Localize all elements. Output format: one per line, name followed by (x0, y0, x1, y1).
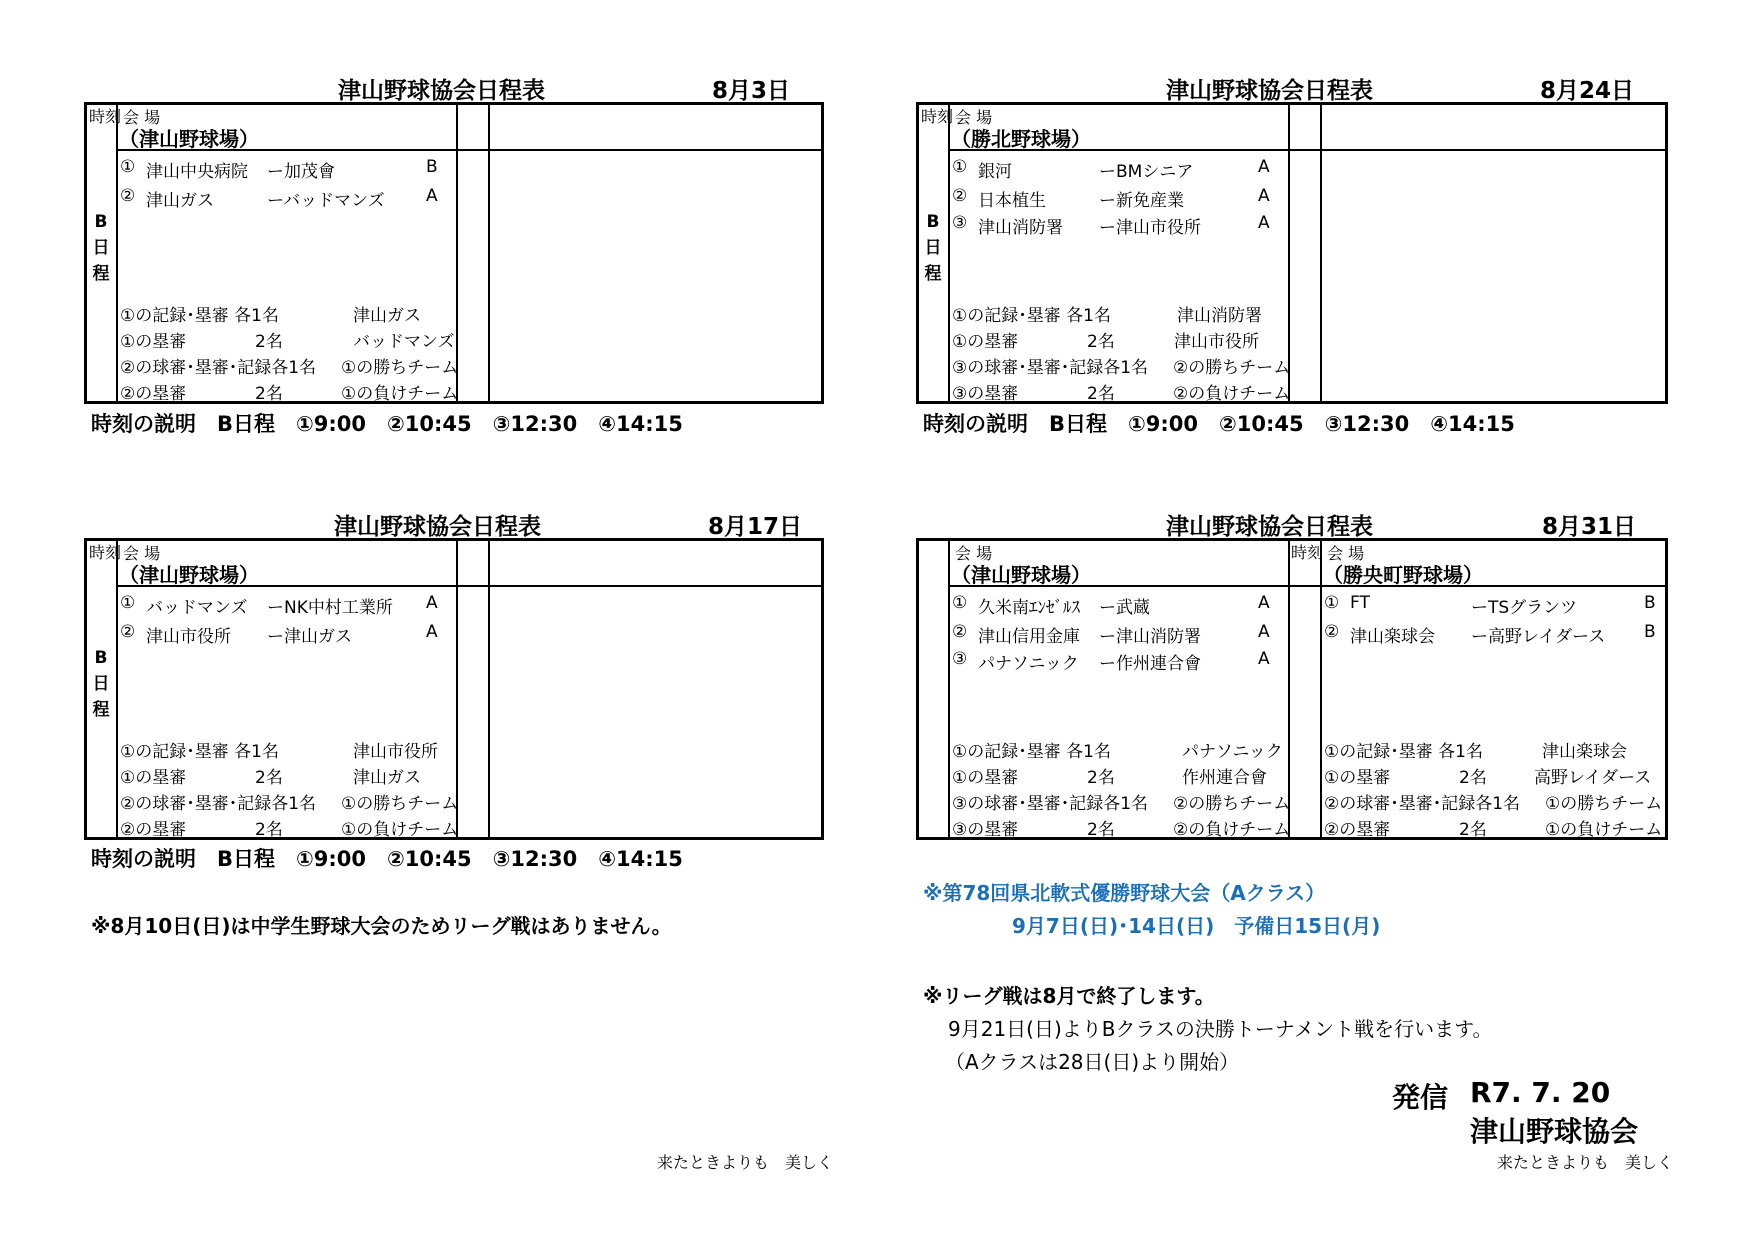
game-row: ③ 津山消防署 ー津山市役所 A (952, 213, 1270, 238)
duty-row: ①の塁審 2名 津山ガス (120, 768, 421, 788)
issued-date: R7. 7. 20 (1470, 1076, 1611, 1109)
game-row: ① 津山中央病院 ー加茂會 B (120, 157, 438, 182)
b-schedule-label: B日程 (924, 212, 942, 284)
game-row: ② 津山信用金庫 ー津山消防署 A (952, 622, 1270, 647)
venue-header: 会 場 (1327, 544, 1365, 563)
game-row: ③ パナソニック ー作州連合會 A (952, 649, 1270, 674)
game-row: ② 日本植生 ー新免産業 A (952, 186, 1270, 211)
duty-row: ①の記録･塁審 各1名 津山ガス (120, 306, 421, 326)
venue-name: （津山野球場） (951, 563, 1091, 587)
b-schedule-label: B日程 (92, 648, 110, 720)
game-row: ② 津山楽球会 ー高野レイダース B (1324, 622, 1656, 647)
time-header: 時刻 (921, 107, 954, 126)
game-row: ① 銀河 ーBMシニア A (952, 157, 1270, 182)
duty-row: ①の記録･塁審 各1名 津山消防署 (952, 306, 1262, 326)
venue-header: 会 場 (123, 108, 161, 127)
issued-label: 発信 (1392, 1081, 1449, 1114)
duty-row: ③の塁審 2名 ②の負けチーム (952, 820, 1291, 840)
sheet4-title: 津山野球協会日程表 (1166, 514, 1373, 540)
note-aug10: ※8月10日(日)は中学生野球大会のためリーグ戦はありません。 (91, 914, 672, 938)
duty-row: ②の塁審 2名 ①の負けチーム (1324, 820, 1663, 840)
sheet1-date: 8月3日 (712, 78, 791, 104)
duty-row: ①の記録･塁審 各1名 津山楽球会 (1324, 742, 1627, 762)
duty-row: ③の球審･塁審･記録各1名 ②の勝ちチーム (952, 358, 1291, 378)
tournament-title: ※第78回県北軟式優勝野球大会（Aクラス） (923, 881, 1326, 905)
a-class-start-note: （Aクラスは28日(日)より開始） (945, 1050, 1240, 1074)
duty-row: ②の球審･塁審･記録各1名 ①の勝ちチーム (120, 794, 459, 814)
b-schedule-label: B日程 (92, 212, 110, 284)
slogan: 来たときよりも 美しく (657, 1153, 834, 1172)
time-header: 時刻 (1291, 543, 1324, 562)
venue-name: （津山野球場） (119, 563, 259, 587)
duty-row: ①の塁審 2名 作州連合會 (952, 768, 1267, 788)
duty-row: ②の塁審 2名 ①の負けチーム (120, 384, 459, 404)
time-header: 時刻 (89, 543, 122, 562)
time-explanation: 時刻の説明 B日程 ①9:00 ②10:45 ③12:30 ④14:15 (91, 412, 683, 436)
sheet4-date: 8月31日 (1542, 514, 1637, 540)
sheet2-title: 津山野球協会日程表 (1166, 78, 1373, 104)
sheet1-table (84, 102, 824, 404)
game-row: ① バッドマンズ ーNK中村工業所 A (120, 593, 438, 618)
issuer-org: 津山野球協会 (1470, 1115, 1639, 1148)
b-class-tournament-note: 9月21日(日)よりBクラスの決勝トーナメント戦を行います。 (948, 1017, 1493, 1041)
venue-name: （津山野球場） (119, 127, 259, 151)
duty-row: ③の球審･塁審･記録各1名 ②の勝ちチーム (952, 794, 1291, 814)
duty-row: ②の塁審 2名 ①の負けチーム (120, 820, 459, 840)
sheet1-title: 津山野球協会日程表 (338, 78, 545, 104)
sheet3-date: 8月17日 (708, 514, 803, 540)
duty-row: ②の球審･塁審･記録各1名 ①の勝ちチーム (1324, 794, 1663, 814)
time-header: 時刻 (89, 107, 122, 126)
venue-name: （勝北野球場） (951, 127, 1091, 151)
venue-header: 会 場 (955, 544, 993, 563)
tournament-dates: 9月7日(日)･14日(日) 予備日15日(月) (1012, 914, 1381, 938)
duty-row: ①の記録･塁審 各1名 パナソニック (952, 742, 1283, 762)
duty-row: ①の塁審 2名 バッドマンズ (120, 332, 455, 352)
sheet3-table (84, 538, 824, 840)
game-row: ① FT ーTSグランツ B (1324, 593, 1656, 618)
sheet2-date: 8月24日 (1540, 78, 1635, 104)
sheet4-table (916, 538, 1668, 840)
duty-row: ①の塁審 2名 津山市役所 (952, 332, 1259, 352)
duty-row: ①の記録･塁審 各1名 津山市役所 (120, 742, 438, 762)
duty-row: ①の塁審 2名 高野レイダース (1324, 768, 1652, 788)
venue-header: 会 場 (955, 108, 993, 127)
duty-row: ③の塁審 2名 ②の負けチーム (952, 384, 1291, 404)
venue-name: （勝央町野球場） (1323, 563, 1483, 587)
game-row: ② 津山ガス ーバッドマンズ A (120, 186, 438, 211)
time-explanation: 時刻の説明 B日程 ①9:00 ②10:45 ③12:30 ④14:15 (91, 847, 683, 871)
venue-header: 会 場 (123, 544, 161, 563)
league-end-note: ※リーグ戦は8月で終了します。 (923, 984, 1215, 1008)
slogan: 来たときよりも 美しく (1497, 1153, 1674, 1172)
sheet3-title: 津山野球協会日程表 (334, 514, 541, 540)
duty-row: ②の球審･塁審･記録各1名 ①の勝ちチーム (120, 358, 459, 378)
time-explanation: 時刻の説明 B日程 ①9:00 ②10:45 ③12:30 ④14:15 (923, 412, 1515, 436)
game-row: ① 久米南ｴﾝｾﾞﾙｽ ー武蔵 A (952, 593, 1270, 618)
sheet2-table (916, 102, 1668, 404)
game-row: ② 津山市役所 ー津山ガス A (120, 622, 438, 647)
